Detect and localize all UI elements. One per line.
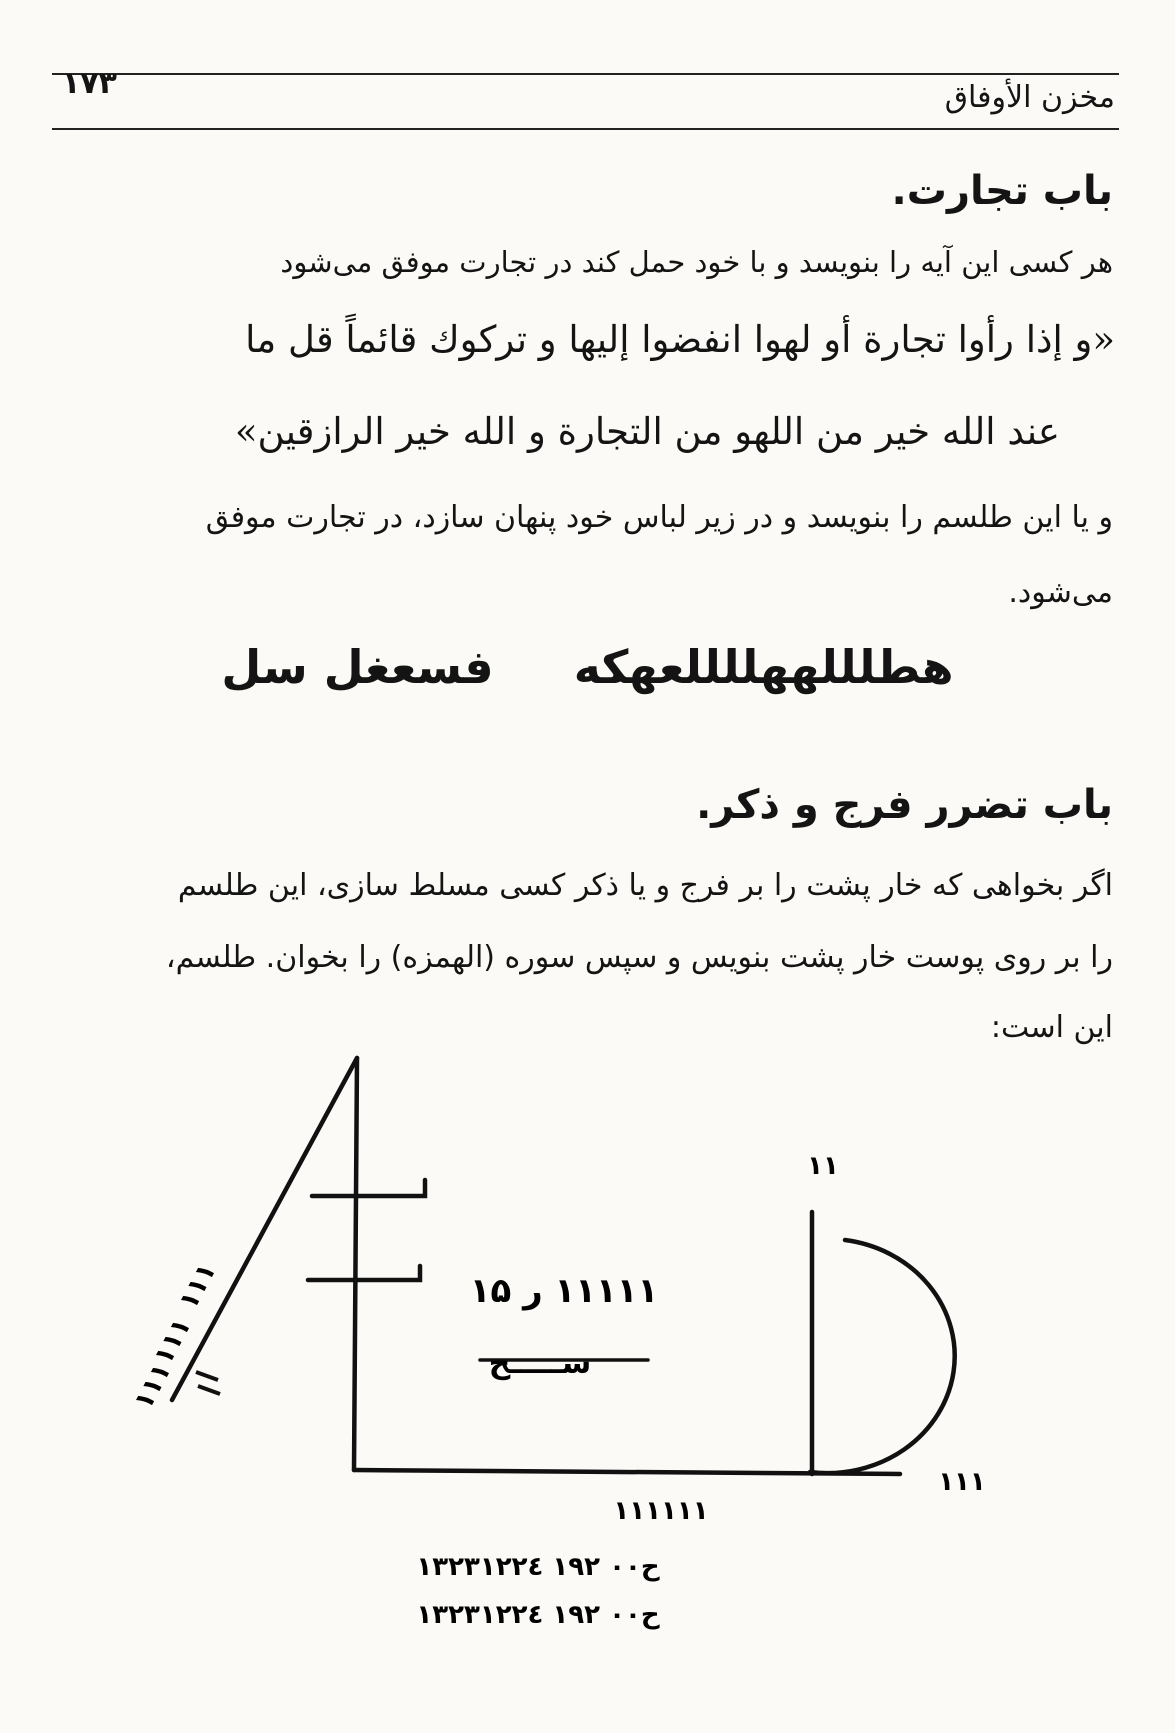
upper-crossbar (312, 1180, 425, 1196)
section-heading-harm: باب تضرر فرج و ذکر. (696, 782, 1113, 828)
diagram-top-right-label: ۱۱ (807, 1151, 839, 1181)
trade-paragraph-line-1: و یا این طلسم را بنویسد و در زیر لباس خود پنهان سازد، در تجارت موفق (205, 500, 1113, 535)
lower-crossbar (308, 1266, 420, 1280)
diagonal-stroke (172, 1058, 357, 1400)
diagram-left-label-3: ۱۱۱ (128, 1358, 178, 1415)
diagram-middle-sublabel: ســـــح (488, 1346, 592, 1381)
diagram-bottom-label: ۱۱۱۱۱۱ (613, 1496, 709, 1526)
diagram-left-label-1: ۱۱۱ (173, 1258, 223, 1315)
page-number: ۱۷۳ (62, 66, 117, 101)
vertical-stem (354, 1058, 357, 1470)
trade-intro-text: هر کسی این آیه را بنویسد و با خود حمل کند در تجارت موفق می‌شود (280, 245, 1113, 279)
harm-text-line-1: اگر بخواهی که خار پشت را بر فرج و یا ذکر کسی مسلط سازی، این طلسم (177, 868, 1113, 903)
verse-line-1: «و إذا رأوا تجارة أو لهوا انفضوا إليها و تركوك قائماً قل ما (245, 318, 1115, 361)
half-circle-stroke (810, 1240, 955, 1473)
diagram-left-label-2: ۱۱۱ (148, 1313, 198, 1370)
verse-line-2: عند الله خير من اللهو من التجارة و الله خير الرازقين» (234, 410, 1060, 453)
diagram-bottom-right-label: ۱۱۱ (938, 1467, 986, 1497)
section-heading-trade: باب تجارت. (891, 168, 1113, 214)
diagram-formula-1: ح۰۰ ۱۹۲ ۱۳۲۳۱۲۲٤ (416, 1552, 660, 1582)
harm-text-line-2: را بر روی پوست خار پشت بنویس و سپس سوره (الهمزه) را بخوان. طلسم، (165, 940, 1113, 975)
header-bottom-rule (52, 128, 1119, 130)
diagram-middle-label: ۱۱۱۱۱ ر ۱۵ (469, 1271, 659, 1311)
trade-talisman: هطلللهھللللعهكه فسعغل سل (221, 640, 954, 694)
diagram-formula-2: ح۰۰ ۱۹۲ ۱۳۲۳۱۲۲٤ (416, 1600, 660, 1630)
trade-paragraph-line-2: می‌شود. (1008, 575, 1113, 610)
talisman-diagram (0, 1040, 1175, 1640)
header-top-rule (52, 73, 1119, 75)
running-title: مخزن الأوفاق (944, 80, 1115, 115)
harm-text-line-3: این است: (990, 1010, 1113, 1045)
diagram-left-ticks (196, 1372, 220, 1394)
